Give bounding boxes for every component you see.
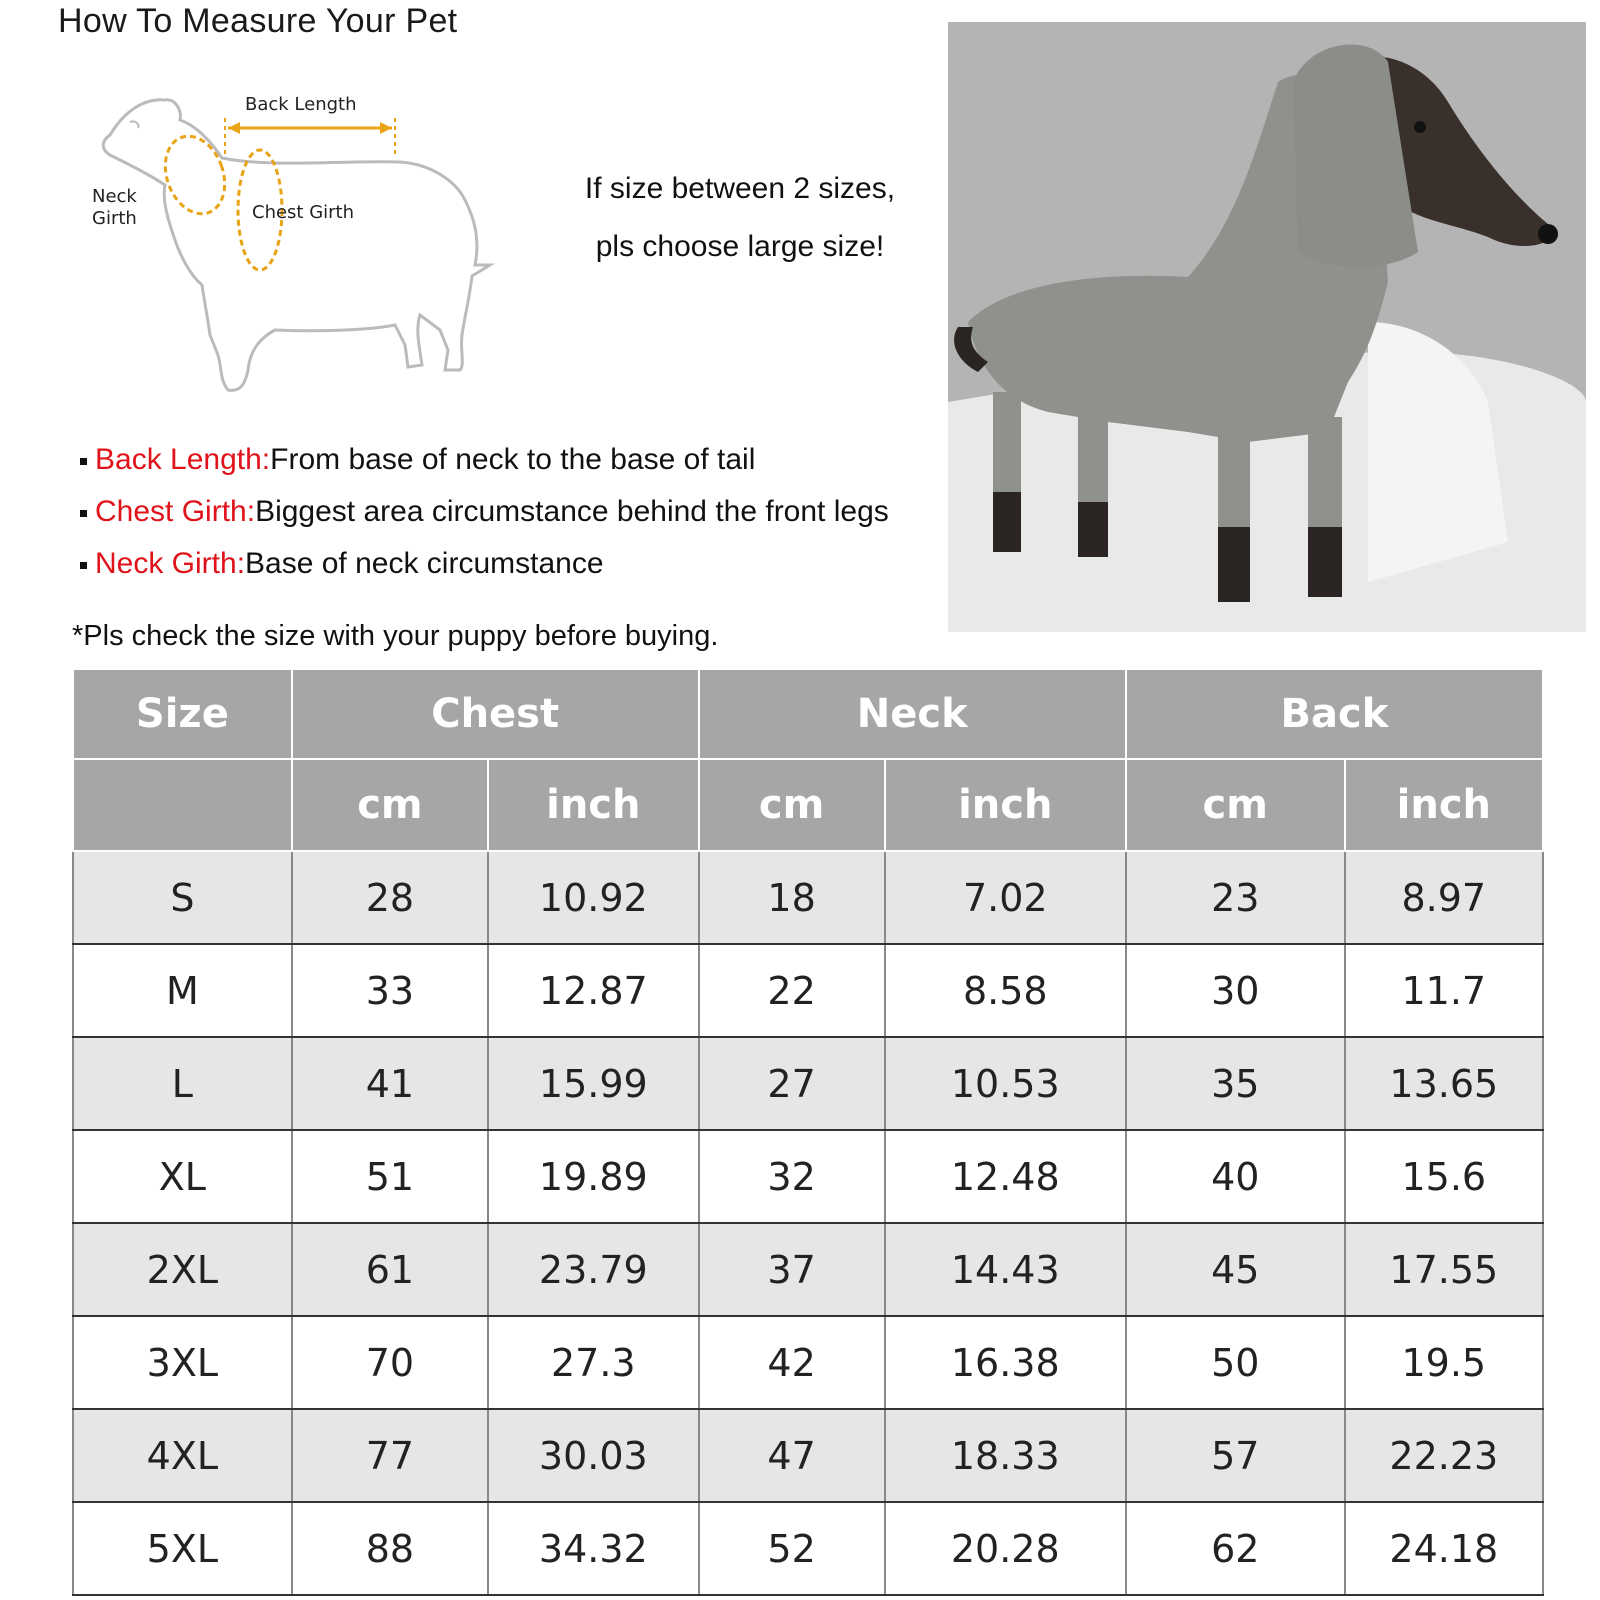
chest-inch-cell: 34.32 (488, 1502, 699, 1595)
header-neck: Neck (699, 669, 1126, 759)
chest-cm-cell: 41 (292, 1037, 488, 1130)
back-cm-cell: 23 (1126, 851, 1345, 944)
table-row (73, 944, 1543, 1037)
size-cell: 3XL (73, 1316, 292, 1409)
header-size: Size (73, 669, 292, 759)
chest-cm-cell: 70 (292, 1316, 488, 1409)
chest-inch-cell: 19.89 (488, 1130, 699, 1223)
table-row (73, 1223, 1543, 1316)
size-chart-table (72, 668, 1544, 1596)
chest-cm-cell: 51 (292, 1130, 488, 1223)
neck-inch-cell: 16.38 (885, 1316, 1126, 1409)
chest-inch-cell: 30.03 (488, 1409, 699, 1502)
neck-cm-cell: 22 (699, 944, 885, 1037)
size-tip (520, 160, 960, 276)
header-empty (73, 759, 292, 851)
dog-outline (103, 100, 490, 391)
neck-girth-label-1: Neck (92, 186, 137, 207)
neck-inch-cell: 10.53 (885, 1037, 1126, 1130)
neck-cm-cell: 52 (699, 1502, 885, 1595)
neck-girth-label-2: Girth (92, 208, 137, 229)
neck-inch-cell: 7.02 (885, 851, 1126, 944)
back-inch-cell: 17.55 (1345, 1223, 1543, 1316)
sizing-note: *Pls check the size with your puppy before buying. (72, 620, 719, 652)
chest-cm-cell: 61 (292, 1223, 488, 1316)
neck-cm-cell: 42 (699, 1316, 885, 1409)
size-cell: 5XL (73, 1502, 292, 1595)
back-cm-cell: 62 (1126, 1502, 1345, 1595)
table-row (73, 1502, 1543, 1595)
table-row (73, 1316, 1543, 1409)
back-cm-cell: 35 (1126, 1037, 1345, 1130)
size-cell: XL (73, 1130, 292, 1223)
chest-inch-cell: 27.3 (488, 1316, 699, 1409)
header-back: Back (1126, 669, 1543, 759)
neck-cm-cell: 18 (699, 851, 885, 944)
chest-cm-cell: 33 (292, 944, 488, 1037)
chest-inch-cell: 23.79 (488, 1223, 699, 1316)
back-inch-cell: 8.97 (1345, 851, 1543, 944)
size-cell: L (73, 1037, 292, 1130)
definition-back-length: Back Length:From base of neck to the base of tail (80, 440, 889, 492)
back-cm-cell: 40 (1126, 1130, 1345, 1223)
unit-neck-inch: inch (885, 759, 1126, 851)
chest-cm-cell: 28 (292, 851, 488, 944)
unit-chest-inch: inch (488, 759, 699, 851)
back-inch-cell: 11.7 (1345, 944, 1543, 1037)
unit-chest-cm: cm (292, 759, 488, 851)
dog-measurement-diagram (70, 80, 510, 410)
neck-cm-cell: 37 (699, 1223, 885, 1316)
back-cm-cell: 30 (1126, 944, 1345, 1037)
neck-cm-cell: 27 (699, 1037, 885, 1130)
back-length-label: Back Length (245, 94, 357, 115)
neck-cm-cell: 47 (699, 1409, 885, 1502)
chest-cm-cell: 77 (292, 1409, 488, 1502)
unit-back-cm: cm (1126, 759, 1345, 851)
definition-neck-girth: Neck Girth:Base of neck circumstance (80, 544, 889, 596)
bullet-icon (80, 458, 87, 465)
definitions-list (80, 440, 889, 596)
unit-back-inch: inch (1345, 759, 1543, 851)
back-cm-cell: 45 (1126, 1223, 1345, 1316)
neck-cm-cell: 32 (699, 1130, 885, 1223)
unit-neck-cm: cm (699, 759, 885, 851)
table-row (73, 851, 1543, 944)
table-row (73, 1037, 1543, 1130)
table-row (73, 1409, 1543, 1502)
back-inch-cell: 22.23 (1345, 1409, 1543, 1502)
chest-cm-cell: 88 (292, 1502, 488, 1595)
chest-inch-cell: 12.87 (488, 944, 699, 1037)
neck-inch-cell: 8.58 (885, 944, 1126, 1037)
table-row (73, 1130, 1543, 1223)
bullet-icon (80, 562, 87, 569)
size-tip-line-2: pls choose large size! (595, 230, 885, 263)
neck-inch-cell: 18.33 (885, 1409, 1126, 1502)
back-inch-cell: 24.18 (1345, 1502, 1543, 1595)
definition-chest-girth: Chest Girth:Biggest area circumstance behind the front legs (80, 492, 889, 544)
chest-inch-cell: 15.99 (488, 1037, 699, 1130)
size-cell: S (73, 851, 292, 944)
back-inch-cell: 19.5 (1345, 1316, 1543, 1409)
bullet-icon (80, 510, 87, 517)
size-cell: 4XL (73, 1409, 292, 1502)
neck-inch-cell: 14.43 (885, 1223, 1126, 1316)
chest-inch-cell: 10.92 (488, 851, 699, 944)
neck-inch-cell: 12.48 (885, 1130, 1126, 1223)
back-cm-cell: 50 (1126, 1316, 1345, 1409)
back-cm-cell: 57 (1126, 1409, 1345, 1502)
header-chest: Chest (292, 669, 699, 759)
size-tip-line-1: If size between 2 sizes, (584, 172, 896, 205)
back-inch-cell: 13.65 (1345, 1037, 1543, 1130)
back-inch-cell: 15.6 (1345, 1130, 1543, 1223)
size-cell: M (73, 944, 292, 1037)
product-photo (948, 22, 1586, 632)
neck-inch-cell: 20.28 (885, 1502, 1126, 1595)
page-title: How To Measure Your Pet (58, 2, 458, 40)
chest-girth-label: Chest Girth (252, 202, 355, 223)
size-cell: 2XL (73, 1223, 292, 1316)
